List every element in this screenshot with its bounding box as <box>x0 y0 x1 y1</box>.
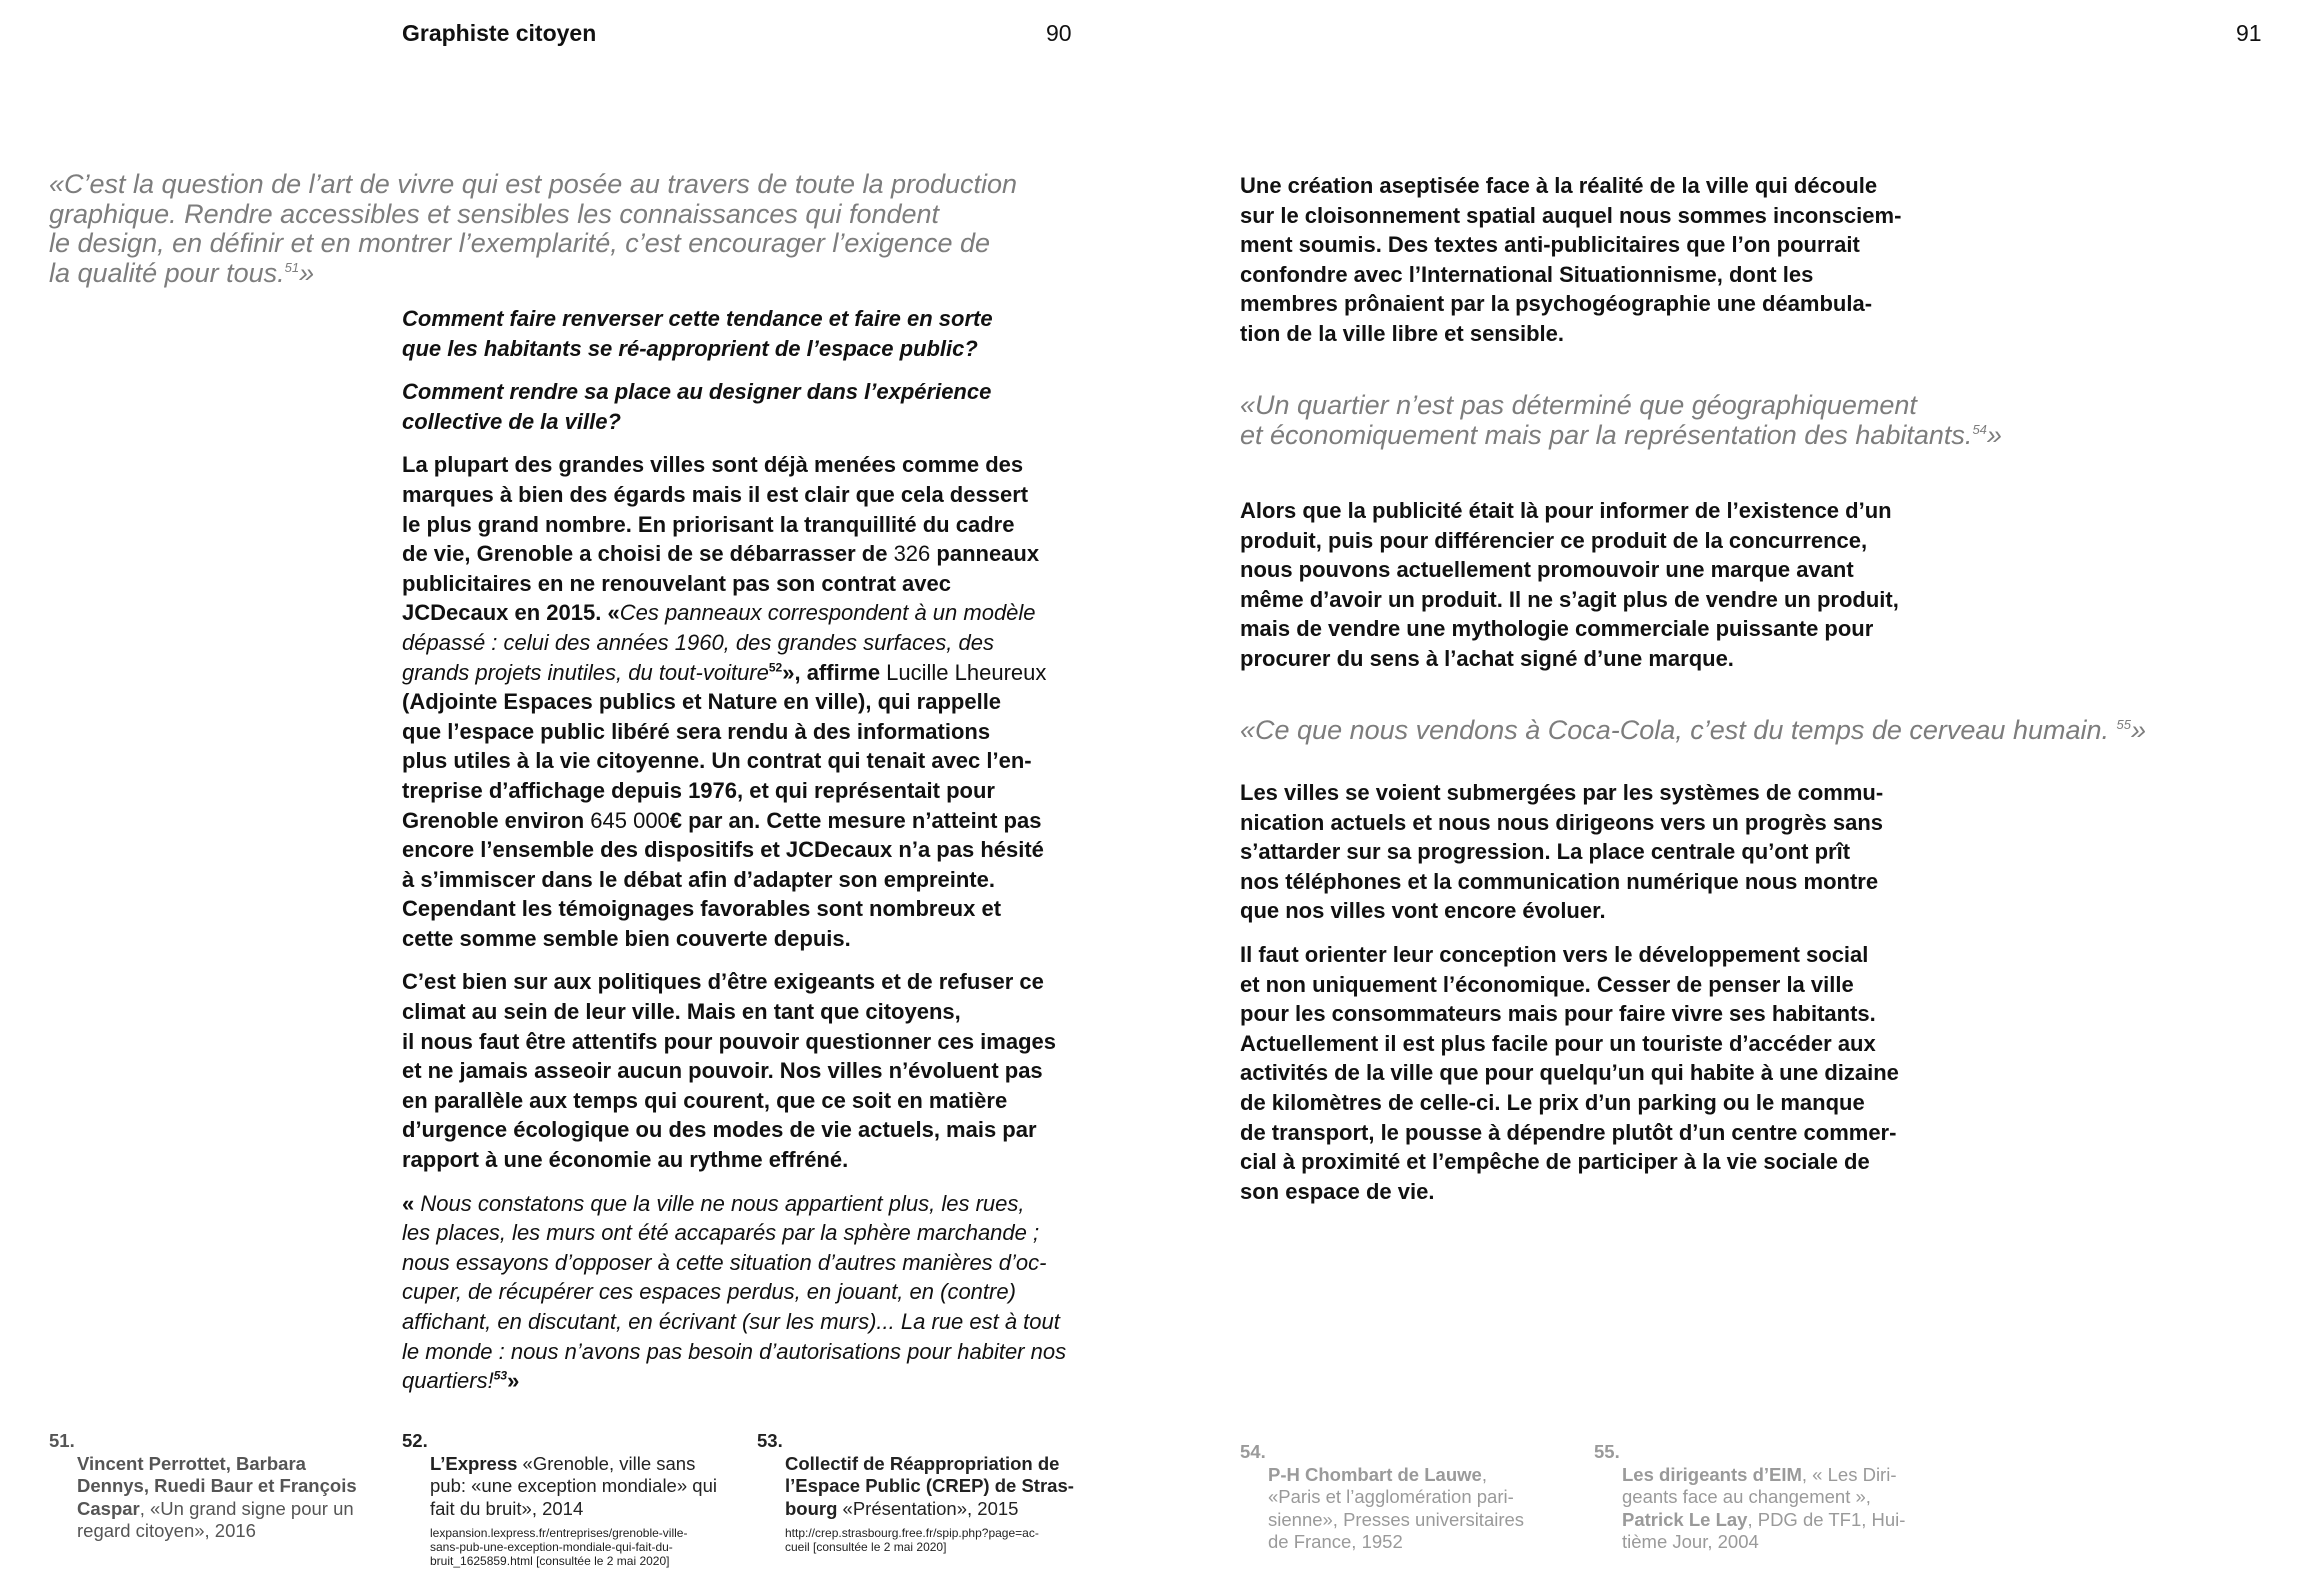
running-header-title: Graphiste citoyen <box>402 20 597 46</box>
right-body-column <box>1240 171 2000 363</box>
paragraph-politiques: C’est bien sur aux politiques d’être exigeants et de refuser ce climat au sein de leur ville. Mais en tant que citoyens, il nous faut être attentifs pour pouvoir questionner ces images et ne jamais asseoir aucun pouvoir. Nos villes n’évoluent pas en parallèle aux temps qui courent, que ce soit en matière d’urgence écologique ou des modes de vie actuels, mais par rapport à une économie au rythme effréné. <box>402 969 1056 1173</box>
pull-quote-line: la qualité pour tous. <box>49 257 285 288</box>
pull-quote-line: «C’est la question de l’art de vivre qui est posée au travers de toute la production <box>49 169 1018 199</box>
page-number-left: 90 <box>1046 20 1072 46</box>
footnote-ref-54[interactable]: 54 <box>1972 421 1987 437</box>
footnote-ref-52[interactable]: 52 <box>768 660 783 675</box>
footnote-52: 52. L’Express «Grenoble, ville sans pub: «une exception mondiale» qui fait du bruit», 2014 lexpansion.lexpress.fr/entreprises/grenoble-ville- sans-pub-une-exception-mondiale-qui-fait-du- bruit_1625859.html [consultée le 2 mai 2020] <box>402 1430 742 1568</box>
footnote-55: 55. Les dirigeants d’EIM, « Les Diri- geants face au changement », Patrick Le Lay, PDG de TF1, Hui- tième Jour, 2004 <box>1594 1441 1906 1552</box>
question-2: Comment rendre sa place au designer dans l’expérience collective de la ville? <box>402 379 992 434</box>
pull-quote-54: «Un quartier n’est pas déterminé que géographiquement et économiquement mais par la représentation des habitants.$^{54}$» <box>1240 390 2002 450</box>
pull-quote-line: graphique. Rendre accessibles et sensibles les connaissances qui fondent <box>49 198 940 229</box>
footnote-ref-55[interactable]: 55 <box>2116 717 2131 732</box>
footnote-54: 54. P-H Chombart de Lauwe, «Paris et l’agglomération pari- sienne», Presses universitaires de France, 1952 <box>1240 1441 1525 1552</box>
page-number-right: 91 <box>2236 20 2262 46</box>
right-body-column-3 <box>1240 778 2000 1220</box>
question-1: Comment faire renverser cette tendance et faire en sorte que les habitants se ré-approprient de l’espace public? <box>402 306 993 361</box>
footnote-52-url[interactable]: lexpansion.lexpress.fr/entreprises/grenoble-ville- <box>430 1526 688 1540</box>
pull-quote-55: «Ce que nous vendons à Coca-Cola, c’est du temps de cerveau humain. $^{55}$» <box>1240 715 2147 745</box>
pull-quote-close: » <box>299 257 315 288</box>
footnote-53-url[interactable]: http://crep.strasbourg.free.fr/spip.php?page=ac- <box>785 1526 1039 1540</box>
paragraph-villes: Les villes se voient submergées par les systèmes de commu- nication actuels et nous nous dirigeons vers un progrès sans s’attarder sur sa progression. La place centrale qu’ont prît nos téléphones et la communication numérique nous montre que nos villes vont encore évoluer. <box>1240 780 1884 924</box>
right-body-column-2 <box>1240 496 2000 688</box>
footnote-ref-51[interactable]: 51 <box>284 259 300 275</box>
footnote-51: 51. Vincent Perrottet, Barbara Dennys, Ruedi Baur et François Caspar, «Un grand signe pour un regard citoyen», 2016 <box>49 1430 357 1541</box>
paragraph-grenoble: La plupart des grandes villes sont déjà menées comme des marques à bien des égards mais il est clair que cela dessert le plus grand nombre. En priorisant la tranquillité du cadre de vie, Grenoble a choisi de se débarrasser de 326 panneaux publicitaires en ne renouvelant pas son contrat avec JCDecaux en 2015. «Ces panneaux correspondent à un modèle dépassé : celui des années 1960, des grandes surfaces, des grands projets inutiles, du tout-voiture$^{52}$», affirme Lucille Lheureux (Adjointe Espaces publics et Nature en ville), qui rappelle que l’espace public libéré sera rendu à des informations plus utiles à la vie citoyenne. Un contrat qui tenait avec l’en- treprise d’affichage depuis 1976, et qui représentait pour Grenoble environ 645 000€ par an. Cette mesure n’atteint pas encore l’ensemble des dispositifs et JCDecaux n’a pas hésité à s’immiscer dans le débat afin d’adapter son empreinte. Cependant les témoignages favorables sont nombreux et cette somme semble bien couverte depuis. <box>402 452 1047 951</box>
left-body-column <box>402 304 1102 1410</box>
footnote-ref-53[interactable]: 53 <box>493 1368 508 1383</box>
pull-quote-line: le design, en définir et en montrer l’exemplarité, c’est encourager l’exigence de <box>49 228 991 258</box>
paragraph-creation: Une création aseptisée face à la réalité de la ville qui découle sur le cloisonnement spatial auquel nous sommes inconsciem- ment soumis. Des textes anti-publicitaires que l’on pourrait confondre avec l’International Situationnisme, dont les membres prônaient par la psychogéographie une déambula- tion de la ville libre et sensible. <box>1240 173 1902 346</box>
footnote-53: 53. Collectif de Réappropriation de l’Espace Public (CREP) de Stras- bourg «Présentation», 2015 http://crep.strasbourg.free.fr/spip.php?page=ac- cueil [consultée le 2 mai 2020] <box>757 1430 1097 1554</box>
quote-crep: « Nous constatons que la ville ne nous appartient plus, les rues, les places, les murs ont été accaparés par la sphère marchande ; nous essayons d’opposer à cette situation d’autres manières d’oc- cuper, de récupérer ces espaces perdus, en jouant, en (contre) affichant, en discutant, en écrivant (sur les murs)... La rue est à tout le monde : nous n’avons pas besoin d’autorisations pour habiter nos quartiers!$^{53}$» <box>402 1190 1067 1394</box>
paragraph-publicite: Alors que la publicité était là pour informer de l’existence d’un produit, puis pour différencier ce produit de la concurrence, nous pouvons actuellement promouvoir une marque avant même d’avoir un produit. Il ne s’agit plus de vendre un produit, mais de vendre une mythologie commerciale puissante pour procurer du sens à l’achat signé d’une marque. <box>1240 498 1899 671</box>
paragraph-orienter: Il faut orienter leur conception vers le développement social et non uniquement l’économique. Cesser de penser la ville pour les consommateurs mais pour faire vivre ses habitants. Actuellement il est plus facile pour un touriste d’accéder aux activités de la ville que pour quelqu’un qui habite à une dizaine de kilomètres de celle-ci. Le prix d’un parking ou le manque de transport, le pousse à dépendre plutôt d’un centre commer- cial à proximité et l’empêche de participer à la vie sociale de son espace de vie. <box>1240 941 1899 1204</box>
pull-quote-51 <box>49 170 1017 288</box>
